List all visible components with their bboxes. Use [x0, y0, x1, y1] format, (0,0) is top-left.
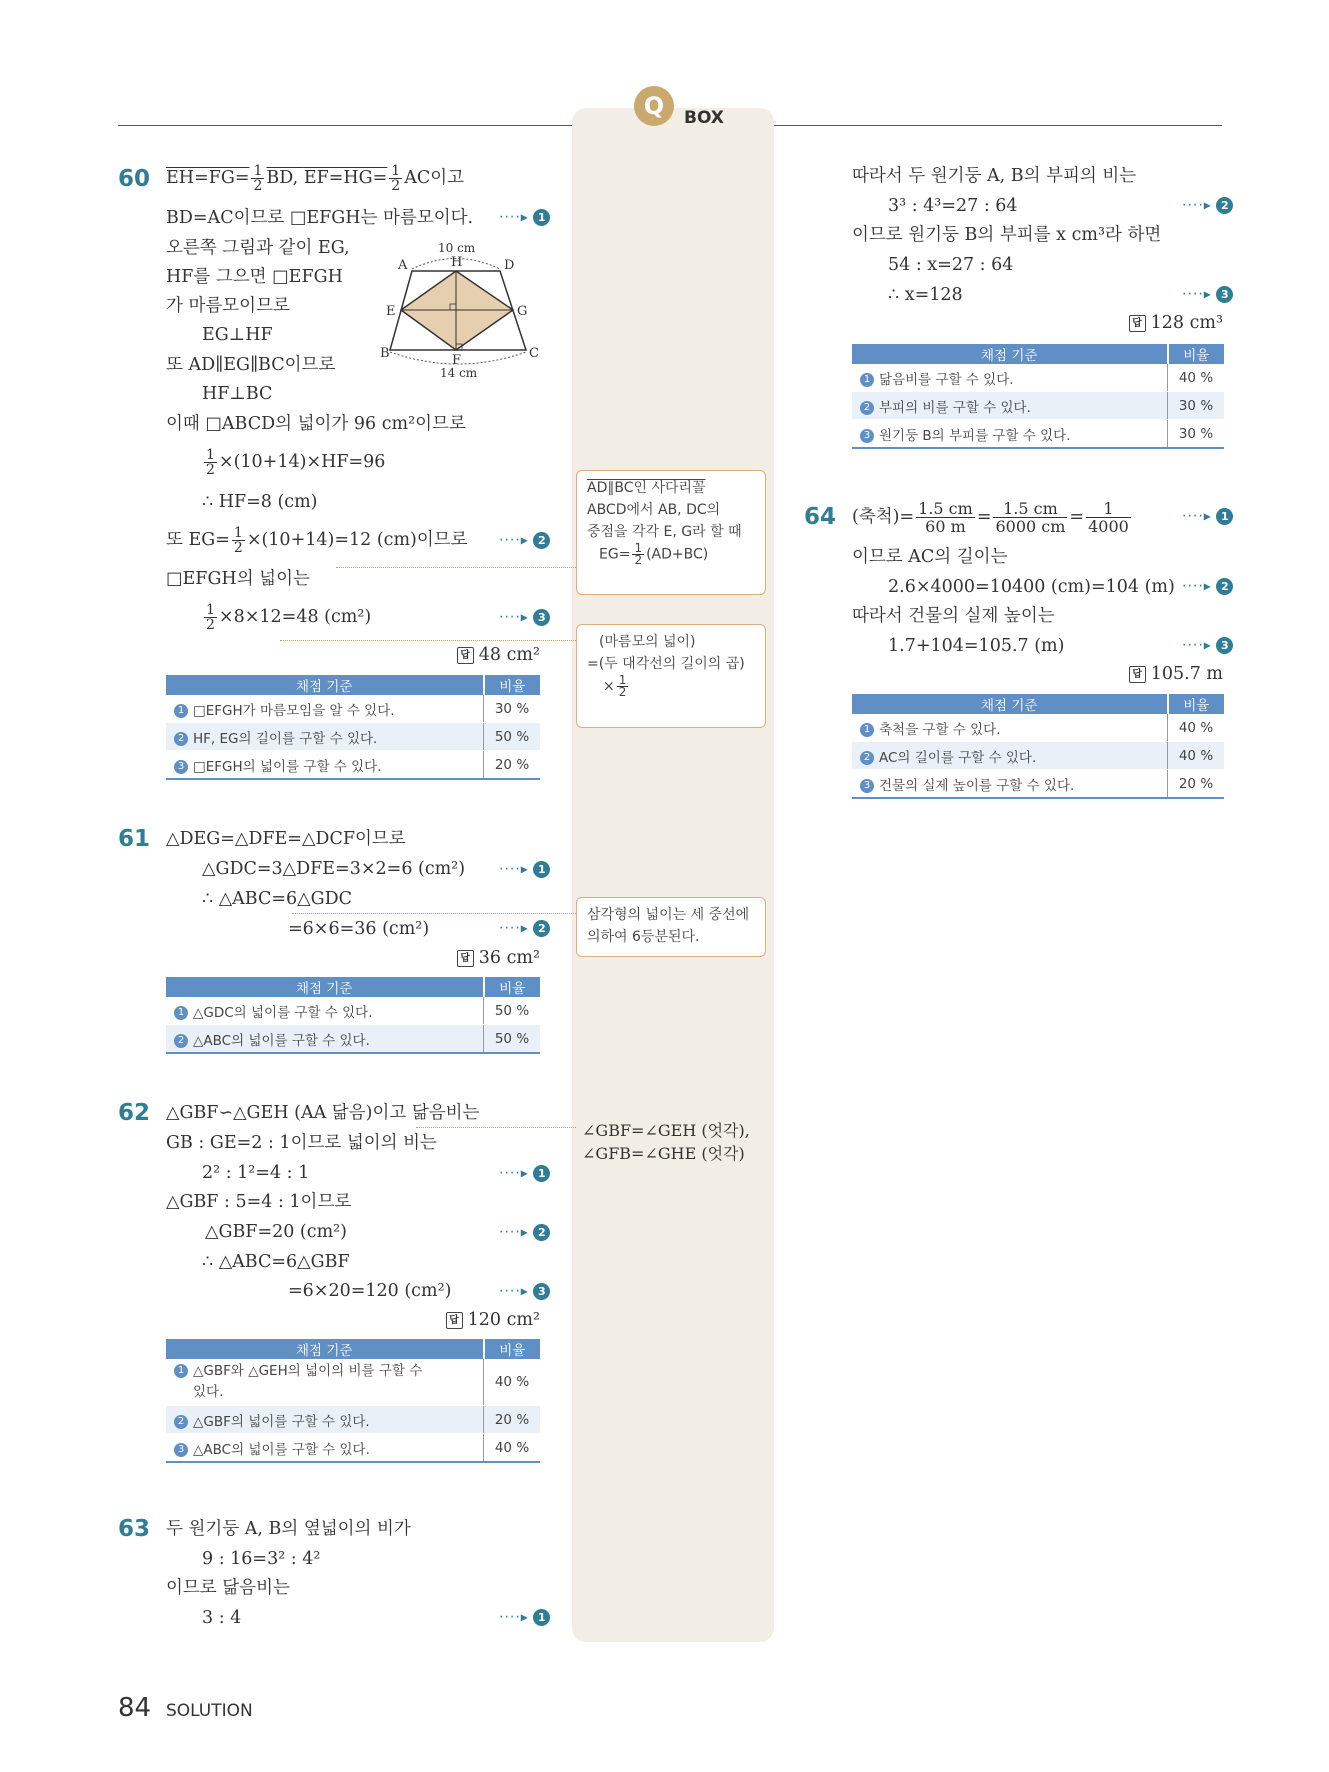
grading-table-62: 채점 기준 비율 1 △GBF와 △GEH의 넓이의 비를 구할 수 있다. 40 % 2 △GBF의 넓이를 구할 수 있다. 20 % 3 △ABC의 넓이를 구할 수 있다. 40 %: [166, 1339, 540, 1463]
fraction-half: $\frac{1}{2}$: [618, 673, 627, 699]
p63-line-1: 두 원기둥 A, B의 옆넓이의 비가: [166, 1519, 411, 1539]
step-marker-2: ····▸ 2: [499, 1224, 550, 1241]
p63-right-line-4: 54 : x=27 : 64: [888, 255, 1014, 275]
p60-line-12: 또 EG= $\frac{1}{2}$ ×(10+14)=12 (cm)이므로: [166, 525, 468, 556]
vertex-f: F: [452, 353, 462, 368]
step-marker-3: ····▸ 3: [499, 609, 550, 626]
grading-table-60: 채점 기준 비율 1 □EFGH가 마름모임을 알 수 있다. 30 % 2 HF, EG의 길이를 구할 수 있다. 50 % 3 □EFGH의 넓이를 구할 수 있다. 20 %: [166, 675, 540, 780]
p63-line-3: 이므로 닮음비는: [166, 1578, 290, 1598]
fraction-half: $\frac{1}{2}$: [206, 447, 215, 478]
step-marker-2: ····▸ 2: [499, 532, 550, 549]
p60-line-1: EH=FG= $\frac{1}{2}$ BD, EF=HG= $\frac{1}{2}$ AC이고: [166, 163, 465, 194]
p61-line-3: ∴ △ABC=6△GDC: [202, 889, 353, 909]
p60-line-10: $\frac{1}{2}$ ×(10+14)×HF=96: [206, 447, 386, 478]
p60-line-9: 이때 □ABCD의 넓이가 96 cm²이므로: [166, 414, 466, 434]
p61-line-1: △DEG=△DFE=△DCF이므로: [166, 829, 406, 849]
p62-line-2: GB : GE=2 : 1이므로 넓이의 비는: [166, 1133, 437, 1153]
table-row: 2 AC의 길이를 구할 수 있다. 40 %: [852, 742, 1224, 770]
p60-line-2: BD=AC이므로 □EFGH는 마름모이다.: [166, 208, 474, 228]
table-row: 3 □EFGH의 넓이를 구할 수 있다. 20 %: [166, 751, 540, 780]
qbox-label: BOX: [684, 108, 724, 128]
grading-table-61: 채점 기준 비율 1 △GDC의 넓이를 구할 수 있다. 50 % 2 △ABC의 넓이를 구할 수 있다. 50 %: [166, 977, 540, 1054]
vertex-g: G: [517, 304, 528, 319]
p64-line-5: 1.7+104=105.7 (m): [888, 636, 1065, 656]
p63-right-line-1: 따라서 두 원기둥 A, B의 부피의 비는: [852, 166, 1137, 186]
answer-62: 답 120 cm²: [446, 1310, 540, 1330]
qbox-icon: Q: [634, 86, 674, 126]
p60-line-8: HF⊥BC: [202, 384, 273, 404]
connector-line: [416, 1127, 576, 1128]
step-marker-1: ····▸ 1: [1182, 508, 1233, 525]
fraction-scale-3: $\frac{1}{4000}$: [1088, 499, 1129, 536]
answer-icon: 답: [457, 950, 474, 967]
p64-line-4: 따라서 건물의 실제 높이는: [852, 606, 1055, 626]
p60-line-5: 가 마름모이므로: [166, 296, 290, 316]
label-top-length: 10 cm: [438, 241, 476, 255]
p63-line-4: 3 : 4: [202, 1608, 242, 1628]
note-alternate-angles-2: ∠GFB=∠GHE (엇각): [582, 1144, 745, 1163]
fraction-scale-1: $\frac{1.5 cm}{60 m}$: [918, 499, 973, 536]
answer-icon: 답: [1129, 666, 1146, 683]
table-row: 1 축척을 구할 수 있다. 40 %: [852, 714, 1224, 742]
step-marker-1: ····▸ 1: [499, 1165, 550, 1182]
step-marker-2: ····▸ 2: [1182, 197, 1233, 214]
table-row: 2 △GBF의 넓이를 구할 수 있다. 20 %: [166, 1406, 540, 1434]
vertex-c: C: [529, 346, 539, 361]
answer-61: 답 36 cm²: [457, 948, 540, 968]
p64-line-1: (축척)= $\frac{1.5 cm}{60 m}$ = $\frac{1.5 cm}{6000 cm}$ = $\frac{1}{4000}$: [852, 499, 1129, 536]
problem-number-62: 62: [118, 1100, 151, 1126]
p63-right-line-5: ∴ x=128: [888, 285, 963, 305]
step-marker-1: ····▸ 1: [499, 209, 550, 226]
table-row: 1 □EFGH가 마름모임을 알 수 있다. 30 %: [166, 695, 540, 723]
step-marker-2: ····▸ 2: [499, 920, 550, 937]
p62-line-5: △GBF=20 (cm²): [205, 1222, 347, 1242]
p60-line-7: 또 AD∥EG∥BC이므로: [166, 355, 336, 375]
trapezoid-diagram: [380, 236, 540, 386]
step-marker-2: ····▸ 2: [1182, 578, 1233, 595]
p62-line-7: =6×20=120 (cm²): [288, 1281, 452, 1301]
answer-60: 답 48 cm²: [457, 645, 540, 665]
vertex-b: B: [380, 346, 390, 361]
p61-line-2: △GDC=3△DFE=3×2=6 (cm²): [202, 859, 466, 879]
vertex-e: E: [386, 304, 396, 319]
connector-line: [292, 913, 576, 914]
qbox-column: [572, 108, 774, 1642]
fraction-half: $\frac{1}{2}$: [233, 525, 243, 556]
step-marker-3: ····▸ 3: [1182, 286, 1233, 303]
vertex-h: H: [451, 255, 463, 270]
answer-icon: 답: [457, 647, 474, 664]
note-alternate-angles-1: ∠GBF=∠GEH (엇각),: [582, 1121, 750, 1140]
p60-line-3: 오른쪽 그림과 같이 EG,: [166, 238, 350, 258]
table-row: 3 건물의 실제 높이를 구할 수 있다. 20 %: [852, 770, 1224, 799]
answer-63: 답 128 cm³: [1129, 313, 1223, 333]
answer-icon: 답: [1129, 315, 1146, 332]
answer-icon: 답: [446, 1312, 463, 1329]
fraction-half: $\frac{1}{2}$: [634, 541, 643, 567]
note-rhombus-area: (마름모의 넓이) =(두 대각선의 길이의 곱) × $\frac{1}{2}$: [576, 624, 766, 728]
problem-number-63: 63: [118, 1516, 151, 1542]
footer-label: SOLUTION: [166, 1701, 253, 1721]
p63-right-line-2: 3³ : 4³=27 : 64: [888, 196, 1018, 216]
note-median-triangles: 삼각형의 넓이는 세 중선에 의하여 6등분된다.: [576, 897, 766, 957]
fraction-half: $\frac{1}{2}$: [253, 163, 263, 194]
p60-line-6: EG⊥HF: [202, 325, 273, 345]
table-row: 2 부피의 비를 구할 수 있다. 30 %: [852, 392, 1224, 420]
table-row: 1 △GBF와 △GEH의 넓이의 비를 구할 수 있다. 40 %: [166, 1359, 540, 1406]
label-bottom-length: 14 cm: [440, 366, 478, 380]
connector-line: [280, 640, 576, 641]
p63-right-line-3: 이므로 원기둥 B의 부피를 x cm³라 하면: [852, 225, 1162, 245]
p63-line-2: 9 : 16=3² : 4²: [202, 1549, 321, 1569]
step-marker-1: ····▸ 1: [499, 861, 550, 878]
table-row: 1 닮음비를 구할 수 있다. 40 %: [852, 364, 1224, 392]
grading-table-63: 채점 기준 비율 1 닮음비를 구할 수 있다. 40 % 2 부피의 비를 구할 수 있다. 30 % 3 원기둥 B의 부피를 구할 수 있다. 30 %: [852, 344, 1224, 449]
vertex-a: A: [398, 258, 408, 273]
table-row: 2 △ABC의 넓이를 구할 수 있다. 50 %: [166, 1025, 540, 1054]
problem-number-64: 64: [804, 504, 837, 530]
grading-table-64: 채점 기준 비율 1 축척을 구할 수 있다. 40 % 2 AC의 길이를 구할 수 있다. 40 % 3 건물의 실제 높이를 구할 수 있다. 20 %: [852, 694, 1224, 799]
answer-64: 답 105.7 m: [1129, 664, 1223, 684]
p62-line-3: 2² : 1²=4 : 1: [202, 1163, 310, 1183]
p62-line-1: △GBF∽△GEH (AA 닮음)이고 닮음비는: [166, 1103, 480, 1123]
step-marker-3: ····▸ 3: [499, 1283, 550, 1300]
p60-line-13: □EFGH의 넓이는: [166, 569, 310, 589]
p60-line-14: $\frac{1}{2}$ ×8×12=48 (cm²): [206, 602, 372, 633]
p61-line-4: =6×6=36 (cm²): [288, 919, 430, 939]
problem-number-61: 61: [118, 826, 151, 852]
table-row: 1 △GDC의 넓이를 구할 수 있다. 50 %: [166, 997, 540, 1025]
step-marker-1: ····▸ 1: [499, 1609, 550, 1626]
page-number: 84: [118, 1693, 152, 1723]
p62-line-6: ∴ △ABC=6△GBF: [202, 1252, 350, 1272]
fraction-half: $\frac{1}{2}$: [391, 163, 401, 194]
table-row: 3 원기둥 B의 부피를 구할 수 있다. 30 %: [852, 420, 1224, 449]
p60-line-4: HF를 그으면 □EFGH: [166, 267, 343, 287]
vertex-d: D: [504, 258, 515, 273]
table-row: 2 HF, EG의 길이를 구할 수 있다. 50 %: [166, 723, 540, 751]
p60-line-11: ∴ HF=8 (cm): [202, 492, 318, 512]
fraction-scale-2: $\frac{1.5 cm}{6000 cm}$: [995, 499, 1066, 536]
step-marker-3: ····▸ 3: [1182, 637, 1233, 654]
p62-line-4: △GBF : 5=4 : 1이므로: [166, 1192, 352, 1212]
p64-line-3: 2.6×4000=10400 (cm)=104 (m): [888, 577, 1175, 597]
p64-line-2: 이므로 AC의 길이는: [852, 547, 1008, 567]
table-row: 3 △ABC의 넓이를 구할 수 있다. 40 %: [166, 1434, 540, 1463]
fraction-half: $\frac{1}{2}$: [206, 602, 215, 633]
header-rule-right: [774, 125, 1222, 126]
problem-number-60: 60: [118, 166, 151, 192]
header-rule-left: [118, 125, 572, 126]
connector-line: [336, 567, 576, 568]
note-trapezoid-midline: AD∥BC인 사다리꼴 ABCD에서 AB, DC의 중점을 각각 E, G라 할 때 EG= $\frac{1}{2}$ (AD+BC): [576, 470, 766, 595]
